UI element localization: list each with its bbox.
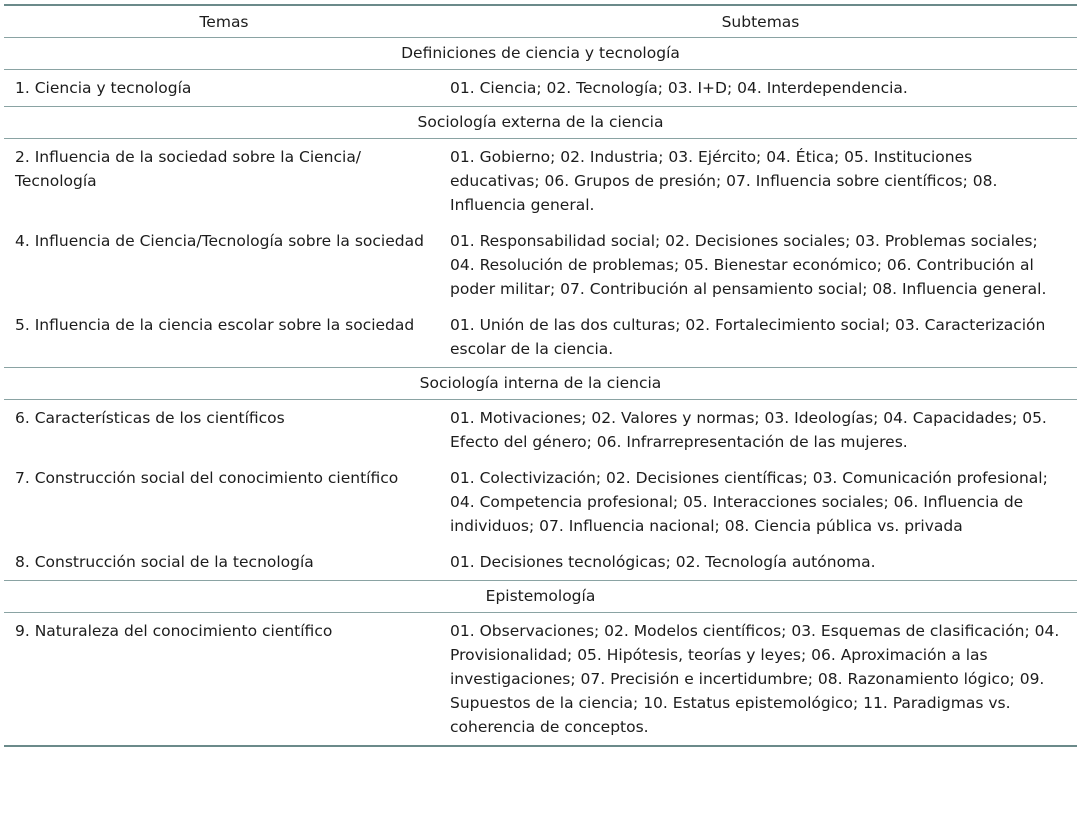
tema-cell: 8. Construcción social de la tecnología xyxy=(15,553,314,571)
tema-cell: 2. Influencia de la sociedad sobre la Ciencia/ Tecnología xyxy=(15,148,362,190)
subtemas-cell: 01. Motivaciones; 02. Valores y normas; 03. Ideologías; 04. Capacidades; 05. Efecto del género; 06. Infrarrepresentación de las mujeres. xyxy=(450,409,1047,451)
table-row xyxy=(4,70,1077,106)
subtemas-cell: 01. Gobierno; 02. Industria; 03. Ejército; 04. Ética; 05. Instituciones educativas; 06. Grupos de presión; 07. Influencia sobre científicos; 08. Influencia general. xyxy=(450,148,998,214)
tema-cell: 9. Naturaleza del conocimiento científico xyxy=(15,622,333,640)
tema-cell: 5. Influencia de la ciencia escolar sobre la sociedad xyxy=(15,316,415,334)
table-header xyxy=(4,6,1077,37)
table-row xyxy=(4,139,1077,223)
tema-cell: 4. Influencia de Ciencia/Tecnología sobre la sociedad xyxy=(15,232,424,250)
tema-cell: 7. Construcción social del conocimiento científico xyxy=(15,469,399,487)
table-row xyxy=(4,613,1077,745)
table-row xyxy=(4,307,1077,367)
subtemas-cell: 01. Decisiones tecnológicas; 02. Tecnología autónoma. xyxy=(450,553,876,571)
header-temas: Temas xyxy=(199,12,249,31)
subtemas-cell: 01. Colectivización; 02. Decisiones científicas; 03. Comunicación profesional; 04. Competencia profesional; 05. Interacciones sociales; 06. Influencia de individuos; 07. Influencia nacional; 08. Ciencia pública vs. privada xyxy=(450,469,1048,535)
subtemas-cell: 01. Unión de las dos culturas; 02. Fortalecimiento social; 03. Caracterización escolar de la ciencia. xyxy=(450,316,1046,358)
table-row xyxy=(4,400,1077,460)
section-title: Epistemología xyxy=(4,581,1077,612)
subtemas-cell: 01. Responsabilidad social; 02. Decisiones sociales; 03. Problemas sociales; 04. Resolución de problemas; 05. Bienestar económico; 06. Contribución al poder militar; 07. Contribución al pensamiento social; 08. Influencia general. xyxy=(450,232,1047,298)
tema-cell: 6. Características de los científicos xyxy=(15,409,285,427)
subtemas-cell: 01. Observaciones; 02. Modelos científicos; 03. Esquemas de clasificación; 04. Provisionalidad; 05. Hipótesis, teorías y leyes; 06. Aproximación a las investigaciones; 07. Precisión e incertidumbre; 08. Razonamiento lógico; 09. Supuestos de la ciencia; 10. Estatus epistemológico; 11. Paradigmas vs. coherencia de conceptos. xyxy=(450,622,1060,736)
subtemas-cell: 01. Ciencia; 02. Tecnología; 03. I+D; 04. Interdependencia. xyxy=(450,79,908,97)
bottom-rule xyxy=(4,745,1077,747)
section-title: Sociología externa de la ciencia xyxy=(4,107,1077,138)
table-row xyxy=(4,544,1077,580)
tema-cell: 1. Ciencia y tecnología xyxy=(15,79,192,97)
section-title: Definiciones de ciencia y tecnología xyxy=(4,38,1077,69)
table-row xyxy=(4,460,1077,544)
topics-table xyxy=(4,4,1077,747)
section-title: Sociología interna de la ciencia xyxy=(4,368,1077,399)
header-subtemas: Subtemas xyxy=(721,12,800,31)
table-row xyxy=(4,223,1077,307)
